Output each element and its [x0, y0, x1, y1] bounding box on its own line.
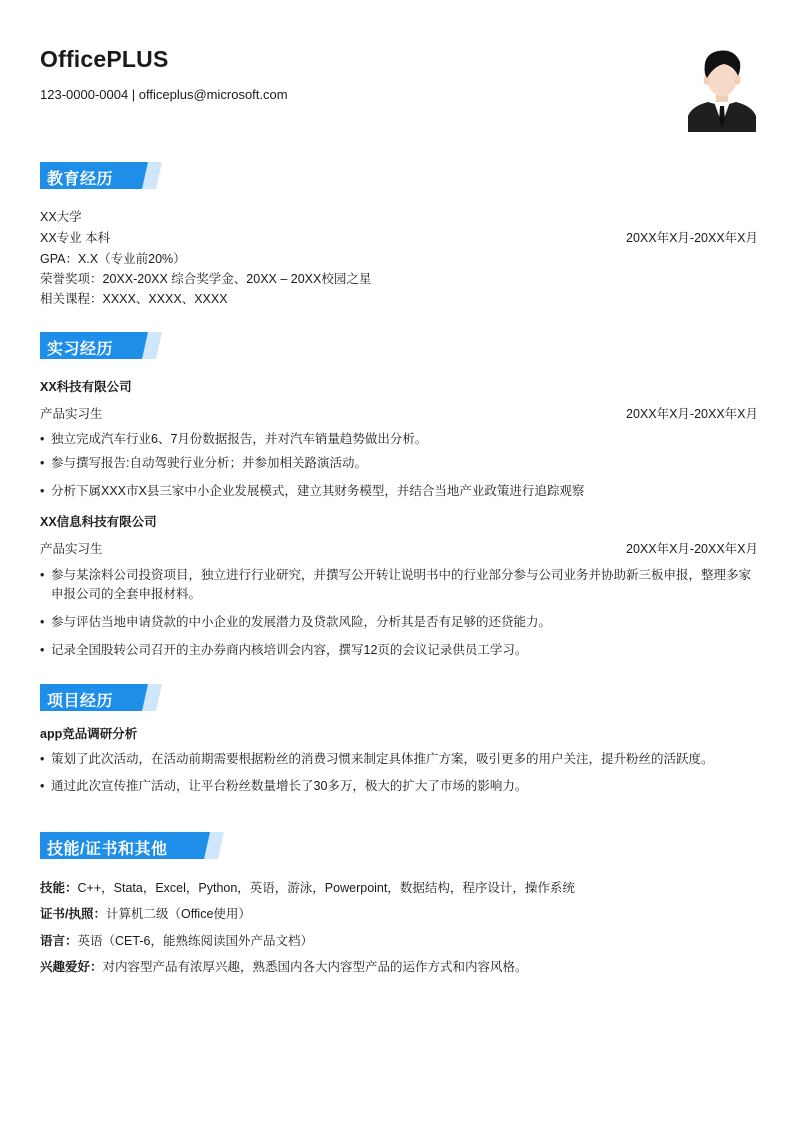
skills-line: 技能：C++，Stata，Excel，Python，英语，游泳，Powerpoint，数据结构，程序设计，操作系统 — [40, 881, 575, 895]
education-period: 20XX年X月-20XX年X月 — [626, 231, 758, 245]
list-item: • 分析下属XXX市X县三家中小企业发展模式，建立其财务模型，并结合当地产业政策进行追踪观察 — [40, 484, 585, 498]
contact-info: 123-0000-0004 | officeplus@microsoft.com — [40, 87, 288, 102]
job-period: 20XX年X月-20XX年X月 — [626, 407, 758, 421]
job-period: 20XX年X月-20XX年X月 — [626, 542, 758, 556]
project-title: app竞品调研分析 — [40, 727, 138, 741]
list-item: • 记录全国股转公司召开的主办券商内核培训会内容，撰写12页的会议记录供员工学习。 — [40, 643, 528, 657]
list-item: • 参与评估当地申请贷款的中小企业的发展潜力及贷款风险，分析其是否有足够的还贷能力。 — [40, 615, 552, 629]
company-name: XX科技有限公司 — [40, 380, 132, 394]
language-line: 语言：英语（CET-6，能熟练阅读国外产品文档） — [40, 934, 313, 948]
major: XX专业 本科 — [40, 231, 111, 245]
certificate-line: 证书/执照：计算机二级（Office使用） — [40, 907, 251, 921]
company-name: XX信息科技有限公司 — [40, 515, 157, 529]
job-role: 产品实习生 — [40, 542, 103, 556]
section-header-project — [40, 684, 162, 711]
section-title: 技能/证书和其他 — [47, 841, 168, 858]
list-item: • 参与撰写报告:自动驾驶行业分析；并参加相关路演活动。 — [40, 456, 367, 470]
section-header-skills — [40, 832, 224, 859]
section-title: 教育经历 — [47, 171, 114, 188]
section-title: 实习经历 — [47, 341, 114, 358]
list-item: • 参与某涂料公司投资项目，独立进行行业研究，并撰写公开转让说明书中的行业部分参与公司业务并协助新三板申报，整理多家申报公司的全套申报材料。 — [40, 568, 752, 601]
list-item: • 通过此次宣传推广活动，让平台粉丝数量增长了30多万，极大的扩大了市场的影响力。 — [40, 779, 528, 793]
candidate-name: OfficePLUS — [40, 46, 169, 72]
section-header-internship — [40, 332, 162, 359]
list-item: • 独立完成汽车行业6、7月份数据报告，并对汽车销量趋势做出分析。 — [40, 432, 428, 446]
section-header-education — [40, 162, 162, 189]
gpa: GPA：X.X（专业前20%） — [40, 252, 186, 266]
school-name: XX大学 — [40, 210, 82, 224]
avatar — [688, 44, 756, 132]
courses: 相关课程：XXXX、XXXX、XXXX — [40, 292, 228, 306]
job-role: 产品实习生 — [40, 407, 103, 421]
hobby-line: 兴趣爱好：对内容型产品有浓厚兴趣，熟悉国内各大内容型产品的运作方式和内容风格。 — [40, 960, 528, 974]
honors: 荣誉奖项：20XX-20XX 综合奖学金、20XX – 20XX校园之星 — [40, 272, 372, 286]
list-item: • 策划了此次活动，在活动前期需要根据粉丝的消费习惯来制定具体推广方案，吸引更多的用户关注，提升粉丝的活跃度。 — [40, 752, 714, 766]
section-title: 项目经历 — [47, 693, 114, 710]
